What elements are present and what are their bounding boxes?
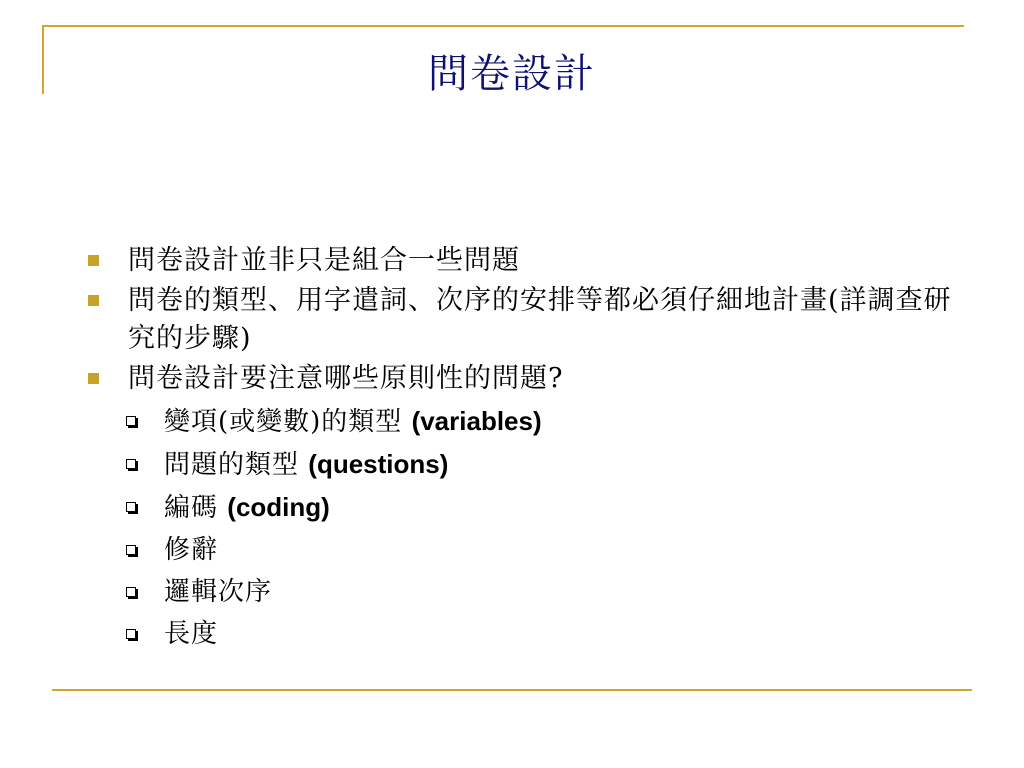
sub-bullet-item: [88, 571, 968, 613]
sub-bullet-text: 長度: [164, 619, 219, 649]
sub-bullet-english: (variables): [411, 406, 542, 436]
bottom-border-line: [52, 689, 972, 691]
bullet-item: [88, 282, 968, 358]
sub-bullet-item: [88, 400, 968, 443]
square-bullet-icon: [88, 295, 99, 306]
sub-bullet-item: [88, 613, 968, 655]
hollow-square-bullet-icon: [126, 502, 136, 512]
hollow-square-bullet-icon: [126, 629, 136, 639]
sub-bullet-text: 修辭: [164, 535, 219, 565]
bullet-item: [88, 242, 968, 280]
sub-bullet-text: 問題的類型: [164, 450, 300, 480]
sub-bullet-text: 邏輯次序: [164, 577, 273, 607]
sub-bullet-text: 變項(或變數)的類型: [164, 407, 403, 437]
slide-title: 問卷設計: [428, 51, 596, 97]
bullet-text: 問卷的類型、用字遣詞、次序的安排等都必須仔細地計畫(詳調查研究的步驟): [128, 285, 952, 354]
square-bullet-icon: [88, 255, 99, 266]
slide-content: [88, 242, 968, 655]
hollow-square-bullet-icon: [126, 416, 136, 426]
bullet-text: 問卷設計並非只是組合一些問題: [128, 245, 520, 276]
hollow-square-bullet-icon: [126, 587, 136, 597]
sub-bullet-english: (coding): [227, 492, 330, 522]
square-bullet-icon: [88, 373, 99, 384]
top-border-line: [42, 25, 964, 27]
sub-bullet-item: [88, 486, 968, 529]
bullet-text: 問卷設計要注意哪些原則性的問題?: [128, 363, 564, 394]
sub-bullet-item: [88, 443, 968, 486]
sub-bullet-item: [88, 529, 968, 571]
hollow-square-bullet-icon: [126, 459, 136, 469]
sub-bullet-text: 編碼: [164, 493, 219, 523]
hollow-square-bullet-icon: [126, 545, 136, 555]
sub-bullet-english: (questions): [308, 449, 449, 479]
bullet-item: [88, 360, 968, 398]
